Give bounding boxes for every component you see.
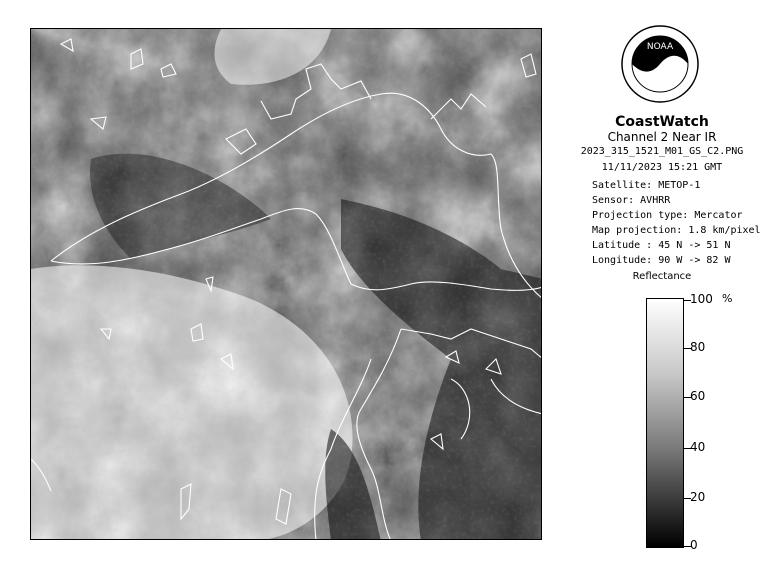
file-name: 2023_315_1521_M01_GS_C2.PNG — [580, 146, 744, 157]
colorbar-tick-label: 80 — [690, 340, 706, 354]
colorbar-tick-label: 100 — [690, 292, 713, 306]
latitude-line: Latitude : 45 N -> 51 N — [592, 240, 731, 251]
satellite-map — [30, 28, 542, 540]
colorbar-tick-label: 60 — [690, 389, 706, 403]
satellite-line: Satellite: METOP-1 — [592, 180, 701, 191]
satellite-image — [31, 29, 542, 540]
noaa-seal-icon — [620, 24, 700, 104]
colorbar-tick-label: 40 — [690, 440, 706, 454]
longitude-line: Longitude: 90 W -> 82 W — [592, 255, 731, 266]
legend-title: Reflectance — [632, 271, 692, 282]
metadata-block — [592, 178, 761, 268]
panel-title: CoastWatch — [615, 114, 709, 130]
colorbar-tick-label: 20 — [690, 490, 706, 504]
sensor-line: Sensor: AVHRR — [592, 195, 671, 206]
projection-type-line: Projection type: Mercator — [592, 210, 743, 221]
date-time: 11/11/2023 15:21 GMT — [601, 162, 723, 173]
reflectance-colorbar — [646, 298, 684, 548]
noaa-logo-text: NOAA — [646, 42, 674, 52]
map-projection-line: Map projection: 1.8 km/pixel — [592, 225, 761, 236]
legend-unit: % — [722, 292, 733, 305]
colorbar-tick-label: 0 — [690, 538, 698, 552]
noaa-logo — [620, 24, 700, 104]
channel-label: Channel 2 Near IR — [607, 130, 717, 144]
